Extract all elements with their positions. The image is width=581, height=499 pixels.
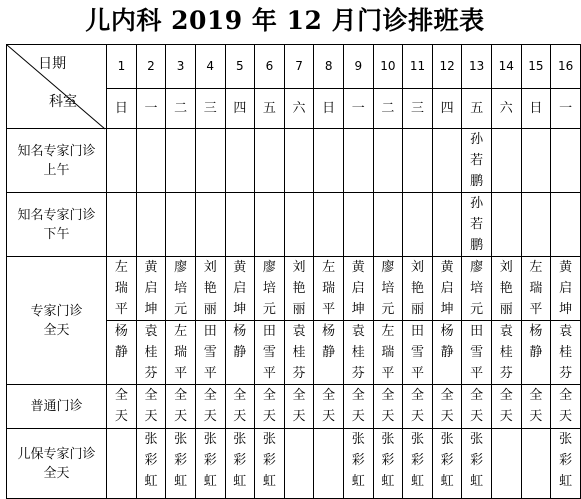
- schedule-cell: [107, 321, 137, 385]
- doctor-name: 张彩虹: [559, 432, 573, 489]
- schedule-cell: [314, 257, 344, 321]
- schedule-cell: [521, 257, 551, 321]
- page-title: 儿内科 2019 年 12 月门诊排班表: [85, 6, 485, 35]
- schedule-cell: [492, 257, 522, 321]
- schedule-cell: [284, 193, 314, 257]
- schedule-cell: [136, 129, 166, 193]
- weekday: 二: [166, 89, 196, 129]
- doctor-name: 张彩虹: [233, 432, 247, 489]
- doctor-name: 左瑞平: [529, 260, 543, 317]
- doctor-name: 张彩虹: [440, 432, 454, 489]
- doctor-name: 廖培元: [381, 260, 395, 317]
- category-label: 专家门诊: [30, 303, 83, 319]
- schedule-cell: [492, 129, 522, 193]
- category-label: 普通门诊: [30, 399, 83, 414]
- weekday: 三: [403, 89, 433, 129]
- schedule-cell: [462, 193, 492, 257]
- schedule-cell: [432, 193, 462, 257]
- schedule-cell: [521, 321, 551, 385]
- doctor-name: 袁桂芬: [292, 324, 306, 381]
- schedule-cell: [166, 321, 196, 385]
- category-sublabel: 全天: [43, 465, 70, 481]
- schedule-cell: [314, 321, 344, 385]
- day-number: 1: [107, 45, 137, 89]
- row-category: [7, 429, 107, 499]
- doctor-name: 全天: [381, 388, 395, 424]
- schedule-cell: [403, 257, 433, 321]
- schedule-cell: [107, 385, 137, 429]
- schedule-cell: [403, 321, 433, 385]
- schedule-cell: [551, 193, 581, 257]
- schedule-cell: [107, 129, 137, 193]
- doctor-name: 黄启坤: [233, 260, 247, 317]
- schedule-cell: [166, 193, 196, 257]
- row-expert-am: [7, 129, 581, 193]
- doctor-name: 左瑞平: [114, 260, 128, 317]
- schedule-cell: [284, 129, 314, 193]
- schedule-cell: [373, 193, 403, 257]
- schedule-cell: [107, 429, 137, 499]
- doctor-name: 全天: [144, 388, 158, 424]
- row-specialist-top: [7, 257, 581, 321]
- schedule-cell: [314, 429, 344, 499]
- weekday: 一: [136, 89, 166, 129]
- doctor-name: 全天: [410, 388, 424, 424]
- schedule-cell: [166, 257, 196, 321]
- doctor-name: 张彩虹: [470, 432, 484, 489]
- schedule-cell: [255, 193, 285, 257]
- category-sublabel: 上午: [43, 162, 70, 178]
- doctor-name: 杨静: [114, 324, 128, 360]
- schedule-cell: [255, 257, 285, 321]
- doctor-name: 张彩虹: [410, 432, 424, 489]
- doctor-name: 全天: [499, 388, 513, 424]
- doctor-name: 张彩虹: [203, 432, 217, 489]
- doctor-name: 田雪平: [410, 324, 424, 381]
- doctor-name: 张彩虹: [144, 432, 158, 489]
- header-corner: [7, 45, 107, 129]
- schedule-cell: [462, 385, 492, 429]
- schedule-cell: [284, 429, 314, 499]
- schedule-cell: [166, 129, 196, 193]
- day-number: 16: [551, 45, 581, 89]
- schedule-cell: [136, 257, 166, 321]
- doctor-name: 黄启坤: [440, 260, 454, 317]
- category-label: 知名专家门诊: [17, 207, 96, 223]
- schedule-cell: [432, 257, 462, 321]
- weekday: 日: [107, 89, 137, 129]
- doctor-name: 张彩虹: [174, 432, 188, 489]
- doctor-name: 全天: [529, 388, 543, 424]
- weekday: 二: [373, 89, 403, 129]
- weekday: 五: [255, 89, 285, 129]
- doctor-name: 张彩虹: [351, 432, 365, 489]
- day-number: 9: [343, 45, 373, 89]
- schedule-cell: [373, 385, 403, 429]
- schedule-cell: [343, 129, 373, 193]
- doctor-name: 袁桂芬: [499, 324, 513, 381]
- doctor-name: 田雪平: [203, 324, 217, 381]
- schedule-cell: [107, 193, 137, 257]
- doctor-name: 黄启坤: [559, 260, 573, 317]
- schedule-cell: [373, 129, 403, 193]
- schedule-cell: [314, 129, 344, 193]
- schedule-cell: [432, 385, 462, 429]
- doctor-name: 袁桂芬: [144, 324, 158, 381]
- schedule-cell: [136, 321, 166, 385]
- schedule-cell: [492, 429, 522, 499]
- schedule-cell: [255, 385, 285, 429]
- schedule-cell: [314, 193, 344, 257]
- doctor-name: 全天: [174, 388, 188, 424]
- schedule-cell: [551, 129, 581, 193]
- weekday: 四: [432, 89, 462, 129]
- doctor-name: 全天: [262, 388, 276, 424]
- category-label: 知名专家门诊: [17, 143, 96, 159]
- doctor-name: 杨静: [322, 324, 336, 360]
- schedule-cell: [166, 385, 196, 429]
- doctor-name: 全天: [559, 388, 573, 424]
- row-category: [7, 129, 107, 193]
- schedule-cell: [551, 321, 581, 385]
- category-sublabel: 全天: [43, 322, 70, 338]
- row-expert-pm: [7, 193, 581, 257]
- doctor-name: 张彩虹: [381, 432, 395, 489]
- doctor-name: 全天: [114, 388, 128, 424]
- schedule-cell: [432, 129, 462, 193]
- schedule-cell: [343, 193, 373, 257]
- schedule-cell: [195, 385, 225, 429]
- doctor-name: 全天: [203, 388, 217, 424]
- doctor-name: 全天: [322, 388, 336, 424]
- schedule-cell: [136, 385, 166, 429]
- doctor-name: 全天: [470, 388, 484, 424]
- doctor-name: 袁桂芬: [559, 324, 573, 381]
- weekday: 一: [551, 89, 581, 129]
- schedule-cell: [432, 321, 462, 385]
- doctor-name: 杨静: [440, 324, 454, 360]
- doctor-name: 孙若鹏: [470, 132, 484, 189]
- schedule-cell: [195, 321, 225, 385]
- schedule-table: [6, 44, 581, 499]
- doctor-name: 刘艳丽: [499, 260, 513, 317]
- schedule-cell: [136, 193, 166, 257]
- schedule-cell: [166, 429, 196, 499]
- doctor-name: 田雪平: [262, 324, 276, 381]
- doctor-name: 杨静: [233, 324, 247, 360]
- schedule-cell: [195, 257, 225, 321]
- schedule-cell: [225, 429, 255, 499]
- doctor-name: 全天: [440, 388, 454, 424]
- row-category: [7, 385, 107, 429]
- day-number: 7: [284, 45, 314, 89]
- schedule-cell: [225, 385, 255, 429]
- schedule-cell: [225, 321, 255, 385]
- schedule-cell: [255, 129, 285, 193]
- schedule-cell: [314, 385, 344, 429]
- day-number: 13: [462, 45, 492, 89]
- schedule-cell: [403, 129, 433, 193]
- day-number: 6: [255, 45, 285, 89]
- date-label: 日期: [38, 56, 67, 72]
- doctor-name: 廖培元: [470, 260, 484, 317]
- weekday: 四: [225, 89, 255, 129]
- weekday: 日: [314, 89, 344, 129]
- schedule-cell: [373, 257, 403, 321]
- schedule-cell: [284, 321, 314, 385]
- schedule-cell: [255, 321, 285, 385]
- schedule-cell: [403, 193, 433, 257]
- schedule-cell: [225, 129, 255, 193]
- row-pediatric: [7, 429, 581, 499]
- day-number: 4: [195, 45, 225, 89]
- schedule-cell: [551, 385, 581, 429]
- doctor-name: 左瑞平: [381, 324, 395, 381]
- schedule-cell: [343, 321, 373, 385]
- doctor-name: 左瑞平: [174, 324, 188, 381]
- row-general: [7, 385, 581, 429]
- schedule-cell: [373, 429, 403, 499]
- schedule-cell: [284, 385, 314, 429]
- schedule-cell: [195, 129, 225, 193]
- schedule-cell: [521, 385, 551, 429]
- day-number: 10: [373, 45, 403, 89]
- doctor-name: 刘艳丽: [410, 260, 424, 317]
- schedule-cell: [195, 429, 225, 499]
- schedule-cell: [343, 429, 373, 499]
- day-number: 3: [166, 45, 196, 89]
- doctor-name: 刘艳丽: [292, 260, 306, 317]
- schedule-cell: [462, 321, 492, 385]
- weekday: 三: [195, 89, 225, 129]
- schedule-cell: [373, 321, 403, 385]
- schedule-cell: [551, 257, 581, 321]
- category-sublabel: 下午: [43, 226, 70, 242]
- doctor-name: 全天: [351, 388, 365, 424]
- doctor-name: 孙若鹏: [470, 196, 484, 253]
- schedule-cell: [284, 257, 314, 321]
- doctor-name: 全天: [292, 388, 306, 424]
- row-category: [7, 257, 107, 385]
- day-number: 15: [521, 45, 551, 89]
- schedule-cell: [136, 429, 166, 499]
- schedule-cell: [521, 193, 551, 257]
- schedule-cell: [403, 429, 433, 499]
- row-category: [7, 193, 107, 257]
- schedule-cell: [225, 193, 255, 257]
- doctor-name: 廖培元: [262, 260, 276, 317]
- day-number: 2: [136, 45, 166, 89]
- schedule-cell: [403, 385, 433, 429]
- doctor-name: 田雪平: [470, 324, 484, 381]
- doctor-name: 袁桂芬: [351, 324, 365, 381]
- doctor-name: 廖培元: [174, 260, 188, 317]
- schedule-cell: [521, 129, 551, 193]
- day-number: 14: [492, 45, 522, 89]
- schedule-cell: [551, 429, 581, 499]
- schedule-cell: [225, 257, 255, 321]
- weekday: 五: [462, 89, 492, 129]
- day-number: 8: [314, 45, 344, 89]
- doctor-name: 全天: [233, 388, 247, 424]
- schedule-cell: [462, 129, 492, 193]
- schedule-cell: [107, 257, 137, 321]
- schedule-cell: [462, 429, 492, 499]
- schedule-cell: [462, 257, 492, 321]
- doctor-name: 杨静: [529, 324, 543, 360]
- category-label: 儿保专家门诊: [17, 446, 96, 462]
- day-number: 11: [403, 45, 433, 89]
- schedule-cell: [195, 193, 225, 257]
- schedule-cell: [343, 257, 373, 321]
- doctor-name: 左瑞平: [322, 260, 336, 317]
- day-number: 5: [225, 45, 255, 89]
- doctor-name: 刘艳丽: [203, 260, 217, 317]
- schedule-cell: [492, 385, 522, 429]
- doctor-name: 黄启坤: [144, 260, 158, 317]
- schedule-cell: [432, 429, 462, 499]
- schedule-cell: [521, 429, 551, 499]
- day-number: 12: [432, 45, 462, 89]
- schedule-cell: [255, 429, 285, 499]
- weekday: 日: [521, 89, 551, 129]
- header-row-days: [7, 45, 581, 89]
- schedule-cell: [492, 321, 522, 385]
- dept-label: 科室: [49, 94, 77, 110]
- weekday: 六: [492, 89, 522, 129]
- schedule-cell: [343, 385, 373, 429]
- doctor-name: 张彩虹: [262, 432, 276, 489]
- schedule-cell: [492, 193, 522, 257]
- doctor-name: 黄启坤: [351, 260, 365, 317]
- weekday: 一: [343, 89, 373, 129]
- weekday: 六: [284, 89, 314, 129]
